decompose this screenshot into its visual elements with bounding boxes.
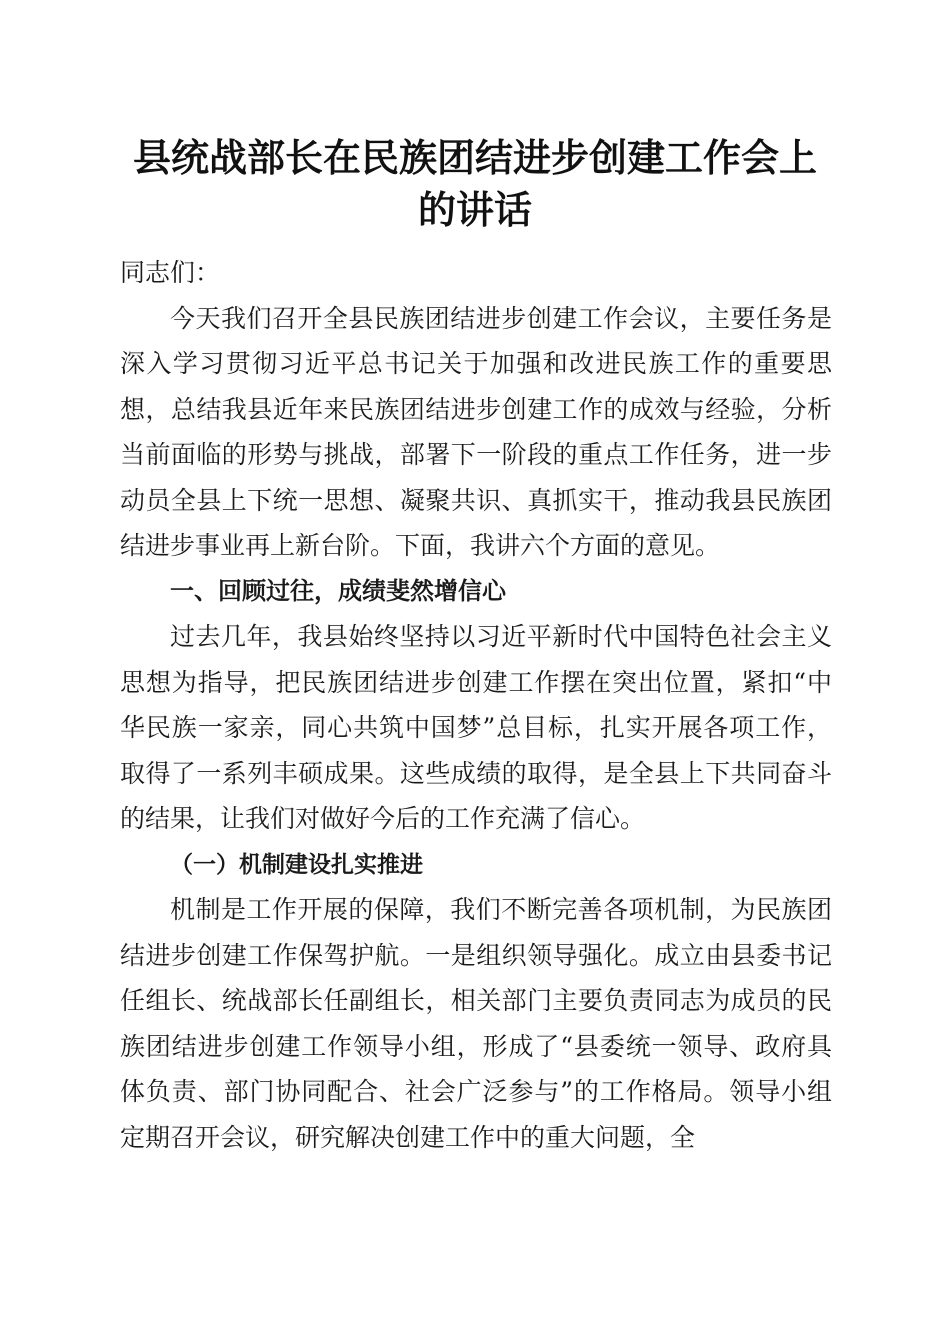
section-heading-1: 一、回顾过往，成绩斐然增信心: [170, 576, 506, 605]
document-body: [120, 250, 832, 1160]
salutation: 同志们：: [120, 258, 221, 287]
section-1-paragraph: 过去几年，我县始终坚持以习近平新时代中国特色社会主义思想为指导，把民族团结进步创建工作摆在突出位置，紧扣“中华民族一家亲，同心共筑中国梦”总目标，扎实开展各项工作，取得了一系列丰硕成果。这些成绩的取得，是全县上下共同奋斗的结果，让我们对做好今后的工作充满了信心。: [120, 622, 832, 833]
document-title: 县统战部长在民族团结进步创建工作会上的讲话: [132, 135, 817, 232]
subsection-1-paragraph: 机制是工作开展的保障，我们不断完善各项机制，为民族团结进步创建工作保驾护航。一是组织领导强化。成立由县委书记任组长、统战部长任副组长，相关部门主要负责同志为成员的民族团结进步创建工作领导小组，形成了“县委统一领导、政府具体负责、部门协同配合、社会广泛参与”的工作格局。领导小组定期召开会议，研究解决创建工作中的重大问题，全: [120, 895, 832, 1152]
intro-paragraph: 今天我们召开全县民族团结进步创建工作会议，主要任务是深入学习贯彻习近平总书记关于加强和改进民族工作的重要思想，总结我县近年来民族团结进步创建工作的成效与经验，分析当前面临的形势与挑战，部署下一阶段的重点工作任务，进一步动员全县上下统一思想、凝聚共识、真抓实干，推动我县民族团结进步事业再上新台阶。下面，我讲六个方面的意见。: [120, 303, 832, 560]
subsection-heading-1: （一）机制建设扎实推进: [170, 850, 423, 878]
